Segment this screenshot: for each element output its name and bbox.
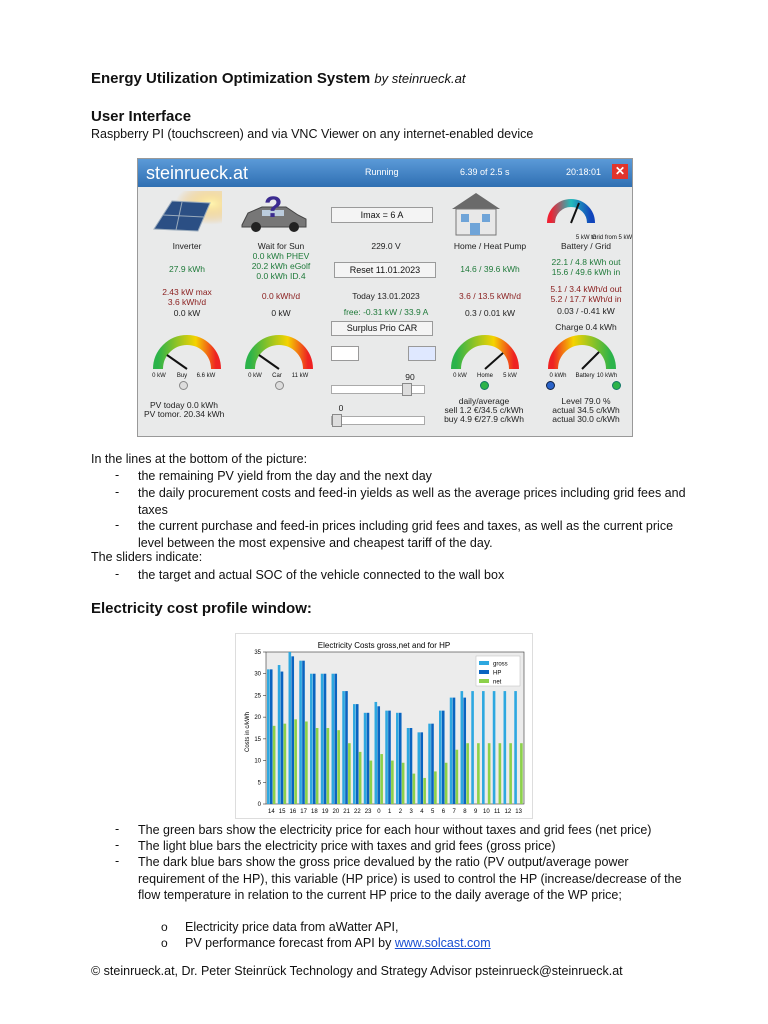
sub-bullet-solcast: [185, 936, 491, 950]
legend-swatch-net: [479, 679, 489, 683]
legend-swatch-gross: [479, 661, 489, 665]
target-soc-slider[interactable]: [331, 385, 425, 394]
home-daily: 3.6 / 13.5 kWh/d: [459, 291, 521, 301]
x-tick-label: 3: [409, 809, 413, 815]
bar-gross: [428, 724, 431, 804]
y-tick-label: 20: [254, 715, 261, 722]
bar-gross: [289, 652, 292, 804]
inverter-gauge-max: 6.6 kW: [196, 373, 216, 379]
legend-label-net: net: [493, 679, 502, 686]
bar-gross: [278, 665, 281, 804]
bar-HP: [345, 691, 348, 804]
inverter-max: 2.43 kW max: [162, 287, 212, 297]
battery-out: 22.1 / 4.8 kWh out: [551, 257, 621, 267]
car-power: 0 kW: [271, 308, 291, 318]
sell-price: sell 1.2 €/34.5 c/kWh: [444, 405, 524, 415]
slider-actual-value: 0: [338, 403, 344, 413]
x-tick-label: 10: [483, 809, 490, 815]
gauge-row: [152, 335, 618, 375]
bullet-dash: -: [115, 854, 120, 868]
bar-gross: [375, 702, 378, 804]
battery-label: Battery / Grid: [560, 241, 612, 251]
y-tick-label: 30: [254, 671, 261, 678]
app-brand: steinrueck.at: [146, 163, 249, 183]
solcast-link[interactable]: www.solcast.com: [394, 936, 491, 950]
car-daily: 0.0 kWh/d: [261, 291, 301, 301]
y-tick-label: 10: [254, 758, 261, 765]
bar-HP: [313, 674, 316, 804]
bar-gross: [267, 669, 270, 804]
battery-toggle-left[interactable]: [546, 381, 555, 390]
bar-HP: [356, 704, 359, 804]
car-gauge-max: 11 kW: [291, 373, 309, 379]
bar-net: [434, 771, 437, 804]
bar-net: [402, 763, 405, 804]
bar-gross: [439, 711, 442, 804]
car-status: Wait for Sun: [257, 241, 305, 251]
legend-label-gross: gross: [493, 661, 508, 668]
inverter-gauge-mid: Buy: [176, 373, 188, 379]
bar-HP: [388, 711, 391, 804]
bar-HP: [399, 713, 402, 804]
bar-gross: [514, 691, 517, 804]
inverter-energy: 27.9 kWh: [169, 264, 205, 274]
electricity-cost-chart: [235, 633, 533, 819]
buy-price: buy 4.9 €/27.9 c/kWh: [444, 414, 524, 424]
battery-gauge-left: 5 kW to: [575, 235, 597, 241]
title-text: Energy Utilization Optimization System: [91, 70, 371, 87]
bullet-green: The green bars show the electricity price for each hour without taxes and grid fees (net price): [138, 823, 652, 837]
bar-gross: [321, 674, 324, 804]
free-power: free: -0.31 kW / 33.9 A: [343, 307, 429, 317]
sliders-intro: The sliders indicate:: [91, 550, 203, 564]
x-tick-label: 1: [387, 809, 392, 815]
bar-HP: [377, 706, 380, 804]
x-tick-label: 14: [268, 809, 275, 815]
cost-heading: Electricity cost profile window:: [91, 600, 312, 617]
car-id4: 0.0 kWh ID.4: [256, 271, 306, 281]
battery-power: 0.03 / -0.41 kW: [557, 306, 615, 316]
bullet-dash: -: [115, 518, 120, 532]
today-date: Today 13.01.2023: [352, 291, 420, 301]
inverter-daily: 3.6 kWh/d: [167, 297, 207, 307]
inverter-gauge-min: 0 kW: [152, 373, 166, 379]
legend-swatch-HP: [479, 670, 489, 674]
bar-net: [305, 721, 308, 804]
bar-HP: [442, 711, 445, 804]
y-tick-label: 5: [257, 780, 261, 787]
bar-net: [466, 743, 469, 804]
bar-HP: [281, 672, 284, 804]
bar-net: [391, 761, 394, 804]
actual-soc-slider[interactable]: [331, 416, 425, 425]
bar-net: [456, 750, 459, 804]
bar-net: [509, 743, 512, 804]
y-tick-label: 35: [254, 650, 261, 656]
actual-price-1: actual 34.5 c/kWh: [552, 405, 620, 415]
grid-gauge-icon: [545, 189, 597, 229]
y-tick-label: 15: [254, 736, 261, 743]
home-power: 0.3 / 0.01 kW: [464, 308, 516, 318]
bar-net: [359, 752, 362, 804]
daily-average-label: daily/average: [458, 396, 510, 406]
slider-target-value: 90: [405, 372, 415, 382]
bar-net: [337, 730, 340, 804]
solar-panel-icon: [150, 191, 222, 233]
bar-gross: [332, 674, 335, 804]
bar-gross: [396, 713, 399, 804]
bar-gross: [461, 691, 464, 804]
house-icon: [448, 189, 504, 237]
car-egolf: 20.2 kWh eGolf: [251, 261, 311, 271]
bullet-costs: the daily procurement costs and feed-in yields as well as the average prices including grid fees and taxes: [138, 486, 686, 517]
bullet-dash: -: [115, 468, 120, 482]
x-tick-label: 21: [343, 809, 350, 815]
bar-net: [348, 743, 351, 804]
bar-HP: [420, 732, 423, 804]
battery-level-gauge: [553, 340, 611, 369]
cycle-text: 6.39 of 2.5 s: [460, 167, 510, 177]
bar-net: [499, 743, 502, 804]
battery-level: Level 79.0 %: [561, 396, 611, 406]
bullet-dash: -: [115, 838, 120, 852]
y-tick-label: 0: [257, 802, 261, 808]
sub-bullet-circle: o: [161, 936, 168, 950]
bar-HP: [291, 656, 294, 804]
home-gauge-min: 0 kW: [453, 373, 467, 379]
x-tick-label: 11: [494, 809, 501, 815]
bar-HP: [324, 674, 327, 804]
pv-today: PV today 0.0 kWh: [150, 400, 219, 410]
bar-HP: [302, 661, 305, 804]
bar-net: [273, 726, 276, 804]
x-tick-label: 4: [420, 809, 424, 815]
battery-daily-in: 5.2 / 17.7 kWh/d in: [550, 294, 622, 304]
title-by: by steinrueck.at: [374, 71, 466, 86]
bullet-pv-yield: the remaining PV yield from the day and the next day: [138, 469, 432, 483]
x-tick-label: 16: [289, 809, 297, 815]
home-energy: 14.6 / 39.6 kWh: [460, 264, 520, 274]
bar-net: [316, 728, 319, 804]
bullet-soc: the target and actual SOC of the vehicle connected to the wall box: [138, 568, 505, 582]
bullet-dash: -: [115, 567, 120, 581]
home-gauge-max: 5 kW: [503, 373, 517, 379]
bar-gross: [504, 691, 507, 804]
bullet-lightblue: The light blue bars the electricity price with taxes and grid fees (gross price): [138, 839, 556, 853]
bar-net: [294, 719, 297, 804]
x-tick-label: 22: [354, 809, 361, 815]
bar-gross: [353, 704, 356, 804]
bar-gross: [299, 661, 302, 804]
battery-charge: Charge 0.4 kWh: [555, 322, 617, 332]
car-gauge-min: 0 kW: [248, 373, 262, 379]
battery-in: 15.6 / 49.6 kWh in: [551, 267, 621, 277]
x-tick-label: 5: [430, 809, 435, 815]
ui-intro: Raspberry PI (touchscreen) and via VNC Viewer on any internet-enabled device: [91, 127, 534, 141]
bar-gross: [342, 691, 345, 804]
x-tick-label: 9: [473, 809, 478, 815]
home-label: Home / Heat Pump: [453, 241, 527, 251]
x-tick-label: 12: [504, 809, 512, 815]
chart-title: Electricity Costs gross,net and for HP: [317, 641, 451, 650]
car-toggle[interactable]: [275, 381, 284, 390]
x-tick-label: 6: [441, 809, 446, 815]
bar-net: [380, 754, 383, 804]
x-tick-label: 13: [515, 809, 522, 815]
x-tick-label: 20: [332, 809, 340, 815]
battery-daily-out: 5.1 / 3.4 kWh/d out: [550, 284, 622, 294]
bullet-prices: the current purchase and feed-in prices including grid fees and taxes, as well as the current price level between the most expensive and cheapest tariff of the day.: [138, 519, 674, 550]
status-text: Running: [365, 167, 399, 177]
chart-plot: [254, 650, 524, 815]
solcast-text: PV performance forecast from API by: [185, 936, 395, 950]
bar-gross: [364, 713, 367, 804]
bar-net: [445, 763, 448, 804]
bar-HP: [334, 674, 337, 804]
close-button[interactable]: ✕: [612, 164, 628, 179]
bar-net: [413, 774, 416, 804]
bar-HP: [453, 698, 456, 804]
x-tick-label: 19: [321, 809, 329, 815]
bar-HP: [431, 724, 434, 804]
x-tick-label: 23: [364, 809, 372, 815]
bullet-dash: -: [115, 822, 120, 836]
bar-gross: [418, 732, 421, 804]
y-tick-label: 25: [254, 693, 261, 700]
lines-intro: In the lines at the bottom of the picture:: [91, 452, 308, 466]
sub-bullet-circle: o: [161, 920, 168, 934]
bar-net: [284, 724, 287, 804]
bar-net: [370, 761, 373, 804]
bar-gross: [310, 674, 313, 804]
sub-bullet-awatter: Electricity price data from aWatter API,: [185, 920, 399, 934]
pv-tomorrow: PV tomor. 20.34 kWh: [144, 409, 225, 419]
bar-gross: [482, 691, 485, 804]
clock-text: 20:18:01: [566, 167, 602, 177]
target-soc-thumb[interactable]: [402, 383, 412, 396]
x-tick-label: 8: [463, 809, 467, 815]
bar-HP: [410, 728, 413, 804]
ui-heading: User Interface: [91, 108, 192, 125]
inverter-gauge: [158, 340, 216, 369]
battery-gauge-min: 0 kWh: [549, 373, 567, 379]
x-tick-label: 18: [311, 809, 318, 815]
chart-y-label: Costs in c/kWh: [245, 711, 251, 753]
bar-gross: [407, 728, 410, 804]
home-gauge-mid: Home: [476, 373, 494, 379]
battery-gauge-right: Grid from 5 kW: [591, 235, 633, 241]
x-tick-label: 17: [300, 809, 307, 815]
battery-toggle-right[interactable]: [612, 381, 621, 390]
bar-net: [488, 743, 491, 804]
car-phev: 0.0 kWh PHEV: [252, 251, 310, 261]
home-toggle[interactable]: [480, 381, 489, 390]
bar-gross: [493, 691, 496, 804]
footer: © steinrueck.at, Dr. Peter Steinrück Technology and Strategy Advisor psteinrueck@steinrueck.at: [91, 964, 623, 978]
inverter-power: 0.0 kW: [173, 308, 201, 318]
x-tick-label: 0: [377, 809, 381, 815]
bar-gross: [450, 698, 453, 804]
bar-HP: [270, 669, 273, 804]
question-mark-icon: ?: [264, 191, 283, 224]
bullet-darkblue: The dark blue bars show the gross price devalued by the ratio (PV output/average power requirement of the HP), this variable (HP price) is used to control the HP (increase/decrease of the flow temperature in relation to the current HP price to the daily average of the WP price;: [138, 855, 682, 902]
bar-HP: [463, 698, 466, 804]
x-tick-label: 7: [452, 809, 456, 815]
voltage-value: 229.0 V: [371, 241, 401, 251]
bullet-dash: -: [115, 485, 120, 499]
bar-gross: [385, 711, 388, 804]
car-gauge-mid: Car: [272, 373, 282, 379]
bar-gross: [471, 691, 474, 804]
bar-net: [423, 778, 426, 804]
imax-dropdown[interactable]: Imax = 6 A: [331, 207, 433, 223]
battery-gauge-max: 10 kWh: [596, 373, 618, 379]
document-title: [91, 70, 465, 87]
inverter-toggle[interactable]: [179, 381, 188, 390]
mode-dropdown[interactable]: Surplus Prio CAR: [331, 321, 433, 336]
battery-gauge-mid: Battery: [575, 373, 595, 379]
bar-net: [477, 743, 480, 804]
x-tick-label: 2: [398, 809, 403, 815]
inverter-label: Inverter: [172, 241, 202, 251]
bar-HP: [367, 713, 370, 804]
bar-net: [327, 728, 330, 804]
x-tick-label: 15: [278, 809, 286, 815]
app-screenshot: [137, 158, 633, 437]
actual-soc-thumb[interactable]: [332, 414, 342, 427]
reset-button[interactable]: Reset 11.01.2023: [334, 262, 436, 278]
car-gauge: [250, 340, 308, 369]
home-gauge: [456, 340, 514, 369]
legend-label-HP: HP: [493, 670, 502, 677]
bar-net: [520, 743, 523, 804]
actual-price-2: actual 30.0 c/kWh: [552, 414, 620, 424]
